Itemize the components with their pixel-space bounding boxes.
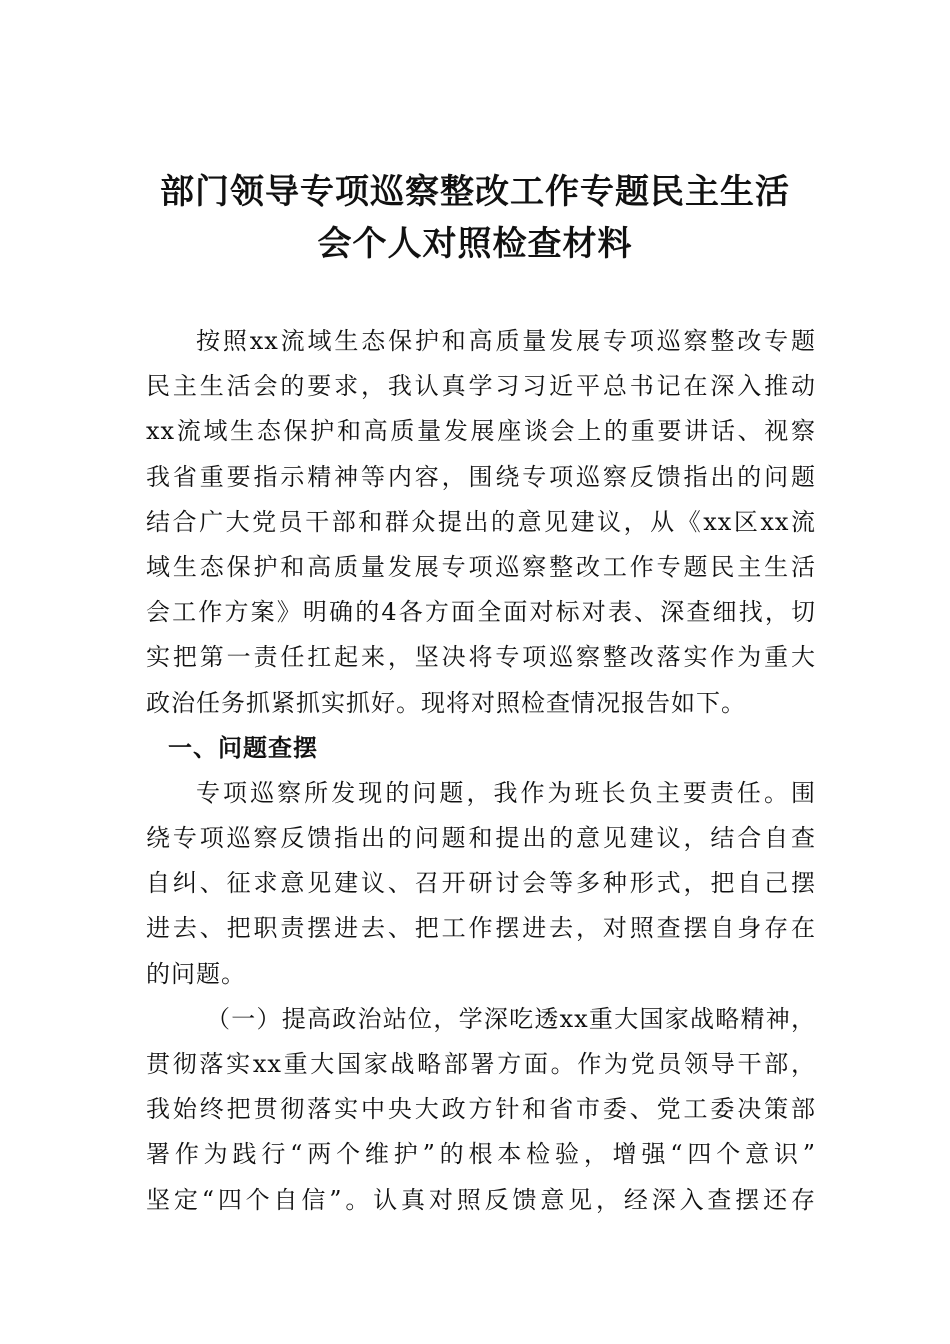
paragraph-line: 自纠、征求意见建议、召开研讨会等多种形式，把自己摆 (146, 869, 816, 898)
paragraph-line: 政治任务抓紧抓实抓好。现将对照检查情况报告如下。 (146, 688, 746, 717)
title-line: 会个人对照检查材料 (317, 224, 633, 264)
paragraph-line: 按照xx流域生态保护和高质量发展专项巡察整改专题 (196, 327, 816, 355)
intro-paragraph (146, 319, 816, 726)
paragraph-line: 民主生活会的要求，我认真学习习近平总书记在深入推动 (146, 372, 816, 401)
paragraph-line: 会工作方案》明确的4各方面全面对标对表、深查细找，切 (146, 598, 816, 627)
problem-paragraph (146, 771, 816, 997)
paragraph-line: 域生态保护和高质量发展专项巡察整改工作专题民主生活 (146, 552, 816, 581)
paragraph-line: 署作为践行“两个维护”的根本检验，增强“四个意识” (146, 1140, 816, 1169)
paragraph-line: 专项巡察所发现的问题，我作为班长负主要责任。围 (196, 778, 816, 807)
section-heading: 一、问题查摆 (168, 733, 318, 762)
paragraph-line: 贯彻落实xx重大国家战略部署方面。作为党员领导干部， (146, 1050, 816, 1078)
paragraph-line: （一）提高政治站位，学深吃透xx重大国家战略精神， (206, 1004, 816, 1033)
document-body (146, 319, 816, 1223)
paragraph-line: 的问题。 (146, 959, 246, 988)
subsection-paragraph (146, 997, 816, 1223)
paragraph-line: 绕专项巡察反馈指出的问题和提出的意见建议，结合自查 (146, 824, 816, 853)
paragraph-line: 我始终把贯彻落实中央大政方针和省市委、党工委决策部 (146, 1095, 816, 1124)
paragraph-line: 进去、把职责摆进去、把工作摆进去，对照查摆自身存在 (146, 914, 816, 943)
paragraph-line: 坚定“四个自信”。认真对照反馈意见，经深入查摆还存 (146, 1185, 816, 1214)
title-line: 部门领导专项巡察整改工作专题民主生活 (160, 172, 790, 212)
paragraph-line: 实把第一责任扛起来，坚决将专项巡察整改落实作为重大 (146, 643, 816, 672)
paragraph-line: xx流域生态保护和高质量发展座谈会上的重要讲话、视察 (146, 417, 816, 446)
paragraph-line: 我省重要指示精神等内容，围绕专项巡察反馈指出的问题 (146, 462, 816, 491)
document-title (120, 166, 830, 270)
paragraph-line: 结合广大党员干部和群众提出的意见建议，从《xx区xx流 (146, 507, 816, 536)
